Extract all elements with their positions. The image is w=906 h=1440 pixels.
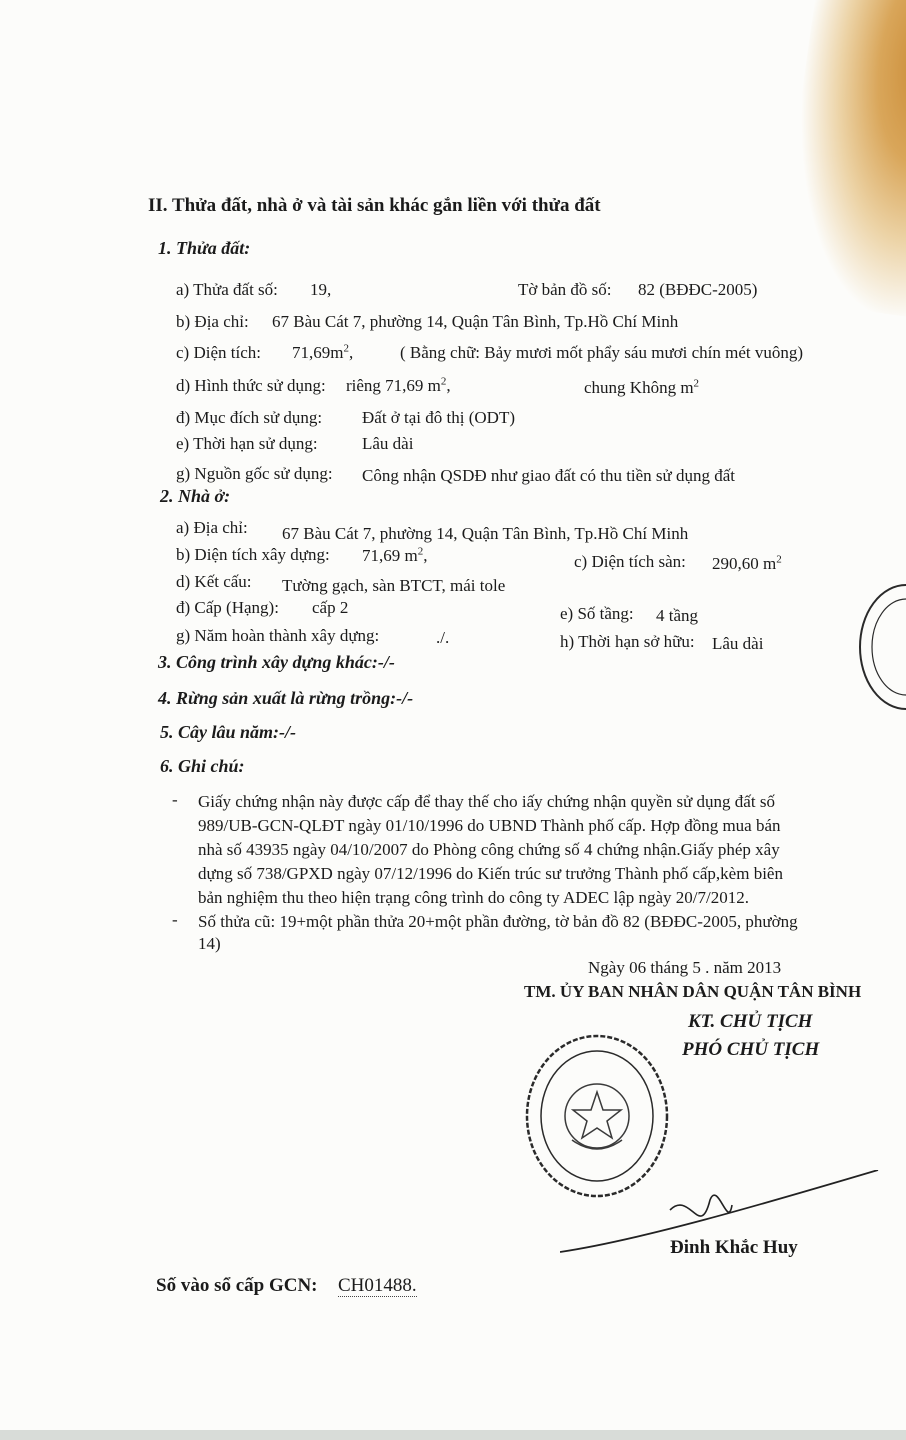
grade-label: đ) Cấp (Hạng): — [176, 598, 279, 617]
origin-label: g) Nguồn gốc sử dụng: — [176, 464, 333, 483]
term-label: e) Thời hạn sử dụng: — [176, 434, 318, 453]
structure-label: d) Kết cấu: — [176, 572, 252, 591]
for-chair: KT. CHỦ TỊCH — [688, 1011, 813, 1032]
house-address: 67 Bàu Cát 7, phường 14, Quận Tân Bình, Tp.Hồ Chí Minh — [282, 524, 689, 543]
register-value: CH01488. — [338, 1275, 417, 1296]
other-works: 3. Công trình xây dựng khác:-/- — [158, 652, 395, 672]
vice-chair: PHÓ CHỦ TỊCH — [682, 1039, 820, 1060]
issue-date: Ngày 06 tháng 5 . năm 2013 — [588, 958, 782, 977]
house-address-label: a) Địa chỉ: — [176, 518, 248, 537]
bottom-strip — [0, 1430, 906, 1440]
parcel-no-label: a) Thửa đất số: — [176, 280, 278, 299]
usage-shared: chung Không $m^2$ — [584, 377, 700, 397]
year-label: g) Năm hoàn thành xây dựng: — [176, 626, 380, 645]
build-area: 71,69 $m^2$, — [362, 545, 428, 565]
note-bullet: - — [172, 910, 178, 929]
perennial: 5. Cây lâu năm:-/- — [160, 722, 297, 742]
term: Lâu dài — [362, 434, 414, 453]
usage-form-label: d) Hình thức sử dụng: — [176, 376, 326, 395]
notes-heading: 6. Ghi chú: — [160, 756, 245, 776]
land-heading: 1. Thửa đất: — [158, 238, 251, 258]
floor-area: 290,60 $m^2$ — [712, 553, 782, 573]
side-stamp — [856, 582, 906, 712]
note2-line1: Số thửa cũ: 19+một phần thửa 20+một phần đường, tờ bản đồ 82 (BĐĐC-2005, phường — [198, 912, 798, 931]
land-address: 67 Bàu Cát 7, phường 14, Quận Tân Bình, Tp.Hồ Chí Minh — [272, 312, 679, 331]
note1-line3: nhà số 43935 ngày 04/10/2007 do Phòng công chứng số 4 chứng nhận.Giấy phép xây — [198, 840, 780, 859]
origin: Công nhận QSDĐ như giao đất có thu tiền sử dụng đất — [362, 466, 736, 485]
map-sheet-label: Tờ bản đồ số: — [518, 280, 612, 299]
map-sheet: 82 (BĐĐC-2005) — [638, 280, 758, 299]
grade: cấp 2 — [312, 598, 349, 617]
floor-area-label: c) Diện tích sàn: — [574, 552, 686, 571]
signer-name: Đinh Khắc Huy — [670, 1237, 798, 1258]
authority: TM. ỦY BAN NHÂN DÂN QUẬN TÂN BÌNH — [524, 982, 862, 1001]
structure: Tường gạch, sàn BTCT, mái tole — [282, 576, 506, 595]
note1-line4: dựng số 738/GPXD ngày 07/12/1996 do Kiến trúc sư trưởng Thành phố cấp,kèm biên — [198, 864, 783, 883]
land-area-words: ( Bằng chữ: Bảy mươi mốt phẩy sáu mươi chín mét vuông) — [400, 343, 804, 362]
paper-stain — [773, 0, 906, 319]
floors: 4 tầng — [656, 606, 699, 625]
note1-line2: 989/UB-GCN-QLĐT ngày 01/10/1996 do UBND Thành phố cấp. Hợp đồng mua bán — [198, 816, 781, 835]
usage-private: riêng 71,69 $m^2$, — [346, 375, 451, 395]
purpose-label: đ) Mục đích sử dụng: — [176, 408, 323, 427]
floors-label: e) Số tầng: — [560, 604, 634, 623]
build-area-label: b) Diện tích xây dựng: — [176, 545, 330, 564]
ownership: Lâu dài — [712, 634, 764, 653]
section-title: II. Thửa đất, nhà ở và tài sản khác gắn liền với thửa đất — [148, 195, 601, 216]
note2-line2: 14) — [198, 934, 221, 953]
year: ./. — [436, 628, 450, 647]
note1-line1: Giấy chứng nhận này được cấp để thay thế cho iấy chứng nhận quyền sử dụng đất số — [198, 792, 775, 811]
land-address-label: b) Địa chỉ: — [176, 312, 249, 331]
ownership-label: h) Thời hạn sở hữu: — [560, 632, 695, 651]
parcel-no: 19, — [310, 280, 332, 299]
register-label: Số vào sổ cấp GCN: — [156, 1275, 318, 1296]
purpose: Đất ở tại đô thị (ODT) — [362, 408, 515, 427]
note-bullet: - — [172, 790, 178, 809]
land-area: $71,69m^2$, — [292, 342, 354, 362]
house-heading: 2. Nhà ở: — [160, 486, 231, 506]
forest: 4. Rừng sản xuất là rừng trồng:-/- — [158, 688, 414, 708]
land-area-label: c) Diện tích: — [176, 343, 261, 362]
note1-line5: bản nghiệm thu theo hiện trạng công trình do công ty ADEC lập ngày 20/7/2012. — [198, 888, 749, 907]
